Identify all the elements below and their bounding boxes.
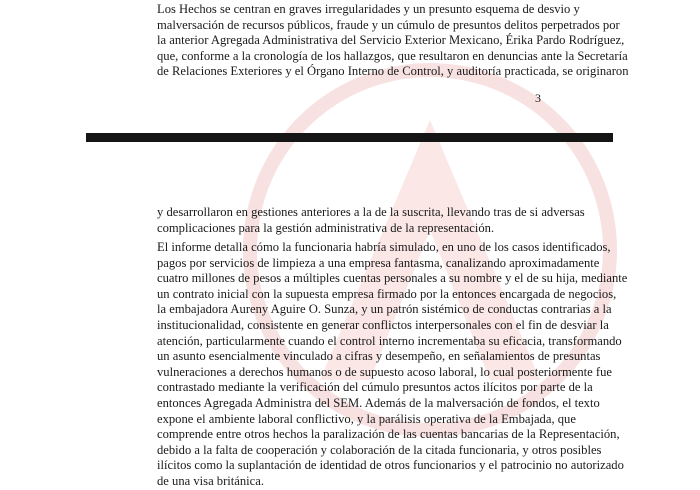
text-line: pagos por servicios de limpieza a una empresa fantasma, canalizando aproximadamente xyxy=(157,255,600,270)
text-line: atención, particularmente cuando el control interno incrementaba su eficacia, transformando xyxy=(157,333,622,348)
text-line: expone el ambiente laboral conflictivo, y la parálisis operativa de la Embajada, que xyxy=(157,411,576,426)
text-line: y desarrollaron en gestiones anteriores a la de la suscrita, llevando tras de si adversas xyxy=(157,205,585,219)
text-line: cuatro millones de pesos a múltiples cuentas personales a su nombre y el de su hija, mediante xyxy=(157,271,628,286)
text-line: complicaciones para la gestión administrativa de la representación. xyxy=(157,220,495,235)
text-line: que, conforme a la cronología de los hallazgos, que resultaron en denuncias ante la Secretaría xyxy=(157,48,628,63)
text-line: la anterior Agregada Administrativa del Servicio Exterior Mexicano, Érika Pardo Rodríguez, xyxy=(157,33,625,48)
text-line: malversación de recursos públicos, fraude y un cúmulo de presuntos delitos perpetrados por xyxy=(157,17,620,32)
text-line: comprende entre otros hechos la paralización de las cuentas bancarias de la Representación, xyxy=(157,427,620,442)
text-line: la embajadora Aureny Aguire O. Sunza, y un patrón sistémico de conductas contrarias a la xyxy=(157,302,612,317)
text-line: de una visa británica. xyxy=(157,473,265,488)
text-line: institucionalidad, consistente en generar conflictos interpersonales con el fin de desviar la xyxy=(157,317,609,332)
text-line: ilícitos como la suplantación de identidad de otros funcionarios y el patrocinio no autorizado xyxy=(157,458,624,473)
paragraph-1 xyxy=(157,2,629,80)
text-line: debido a la falta de cooperación y colaboración de la citada funcionaria, y otros posibles xyxy=(157,442,602,457)
text-line: de Relaciones Exteriores y el Órgano Interno de Control, y auditoría practicada, se originaron xyxy=(157,64,629,79)
text-line: un asunto esencialmente vinculado a cifras y desempeño, en señalamientos de presuntas xyxy=(157,349,601,364)
text-line: El informe detalla cómo la funcionaria habría simulado, en uno de los casos identificados, xyxy=(157,240,611,254)
text-line: contrastado mediante la verificación del cúmulo presuntos actos ilícitos por parte de la xyxy=(157,380,593,395)
text-line: vulneraciones a derechos humanos o de supuesto acoso laboral, lo cual posteriormente fue xyxy=(157,364,612,379)
paragraph-3 xyxy=(157,240,628,490)
text-line: Los Hechos se centran en graves irregularidades y un presunto esquema de desvio y xyxy=(157,2,580,16)
page-divider xyxy=(86,133,613,142)
text-line: entonces Agregada Administra del SEM. Además de la malversación de fondos, el texto xyxy=(157,395,600,410)
paragraph-2 xyxy=(157,205,585,236)
text-line: un contrato inicial con la supuesta empresa firmado por la entonces encargada de negocios, xyxy=(157,286,617,301)
page-number: 3 xyxy=(535,91,541,105)
